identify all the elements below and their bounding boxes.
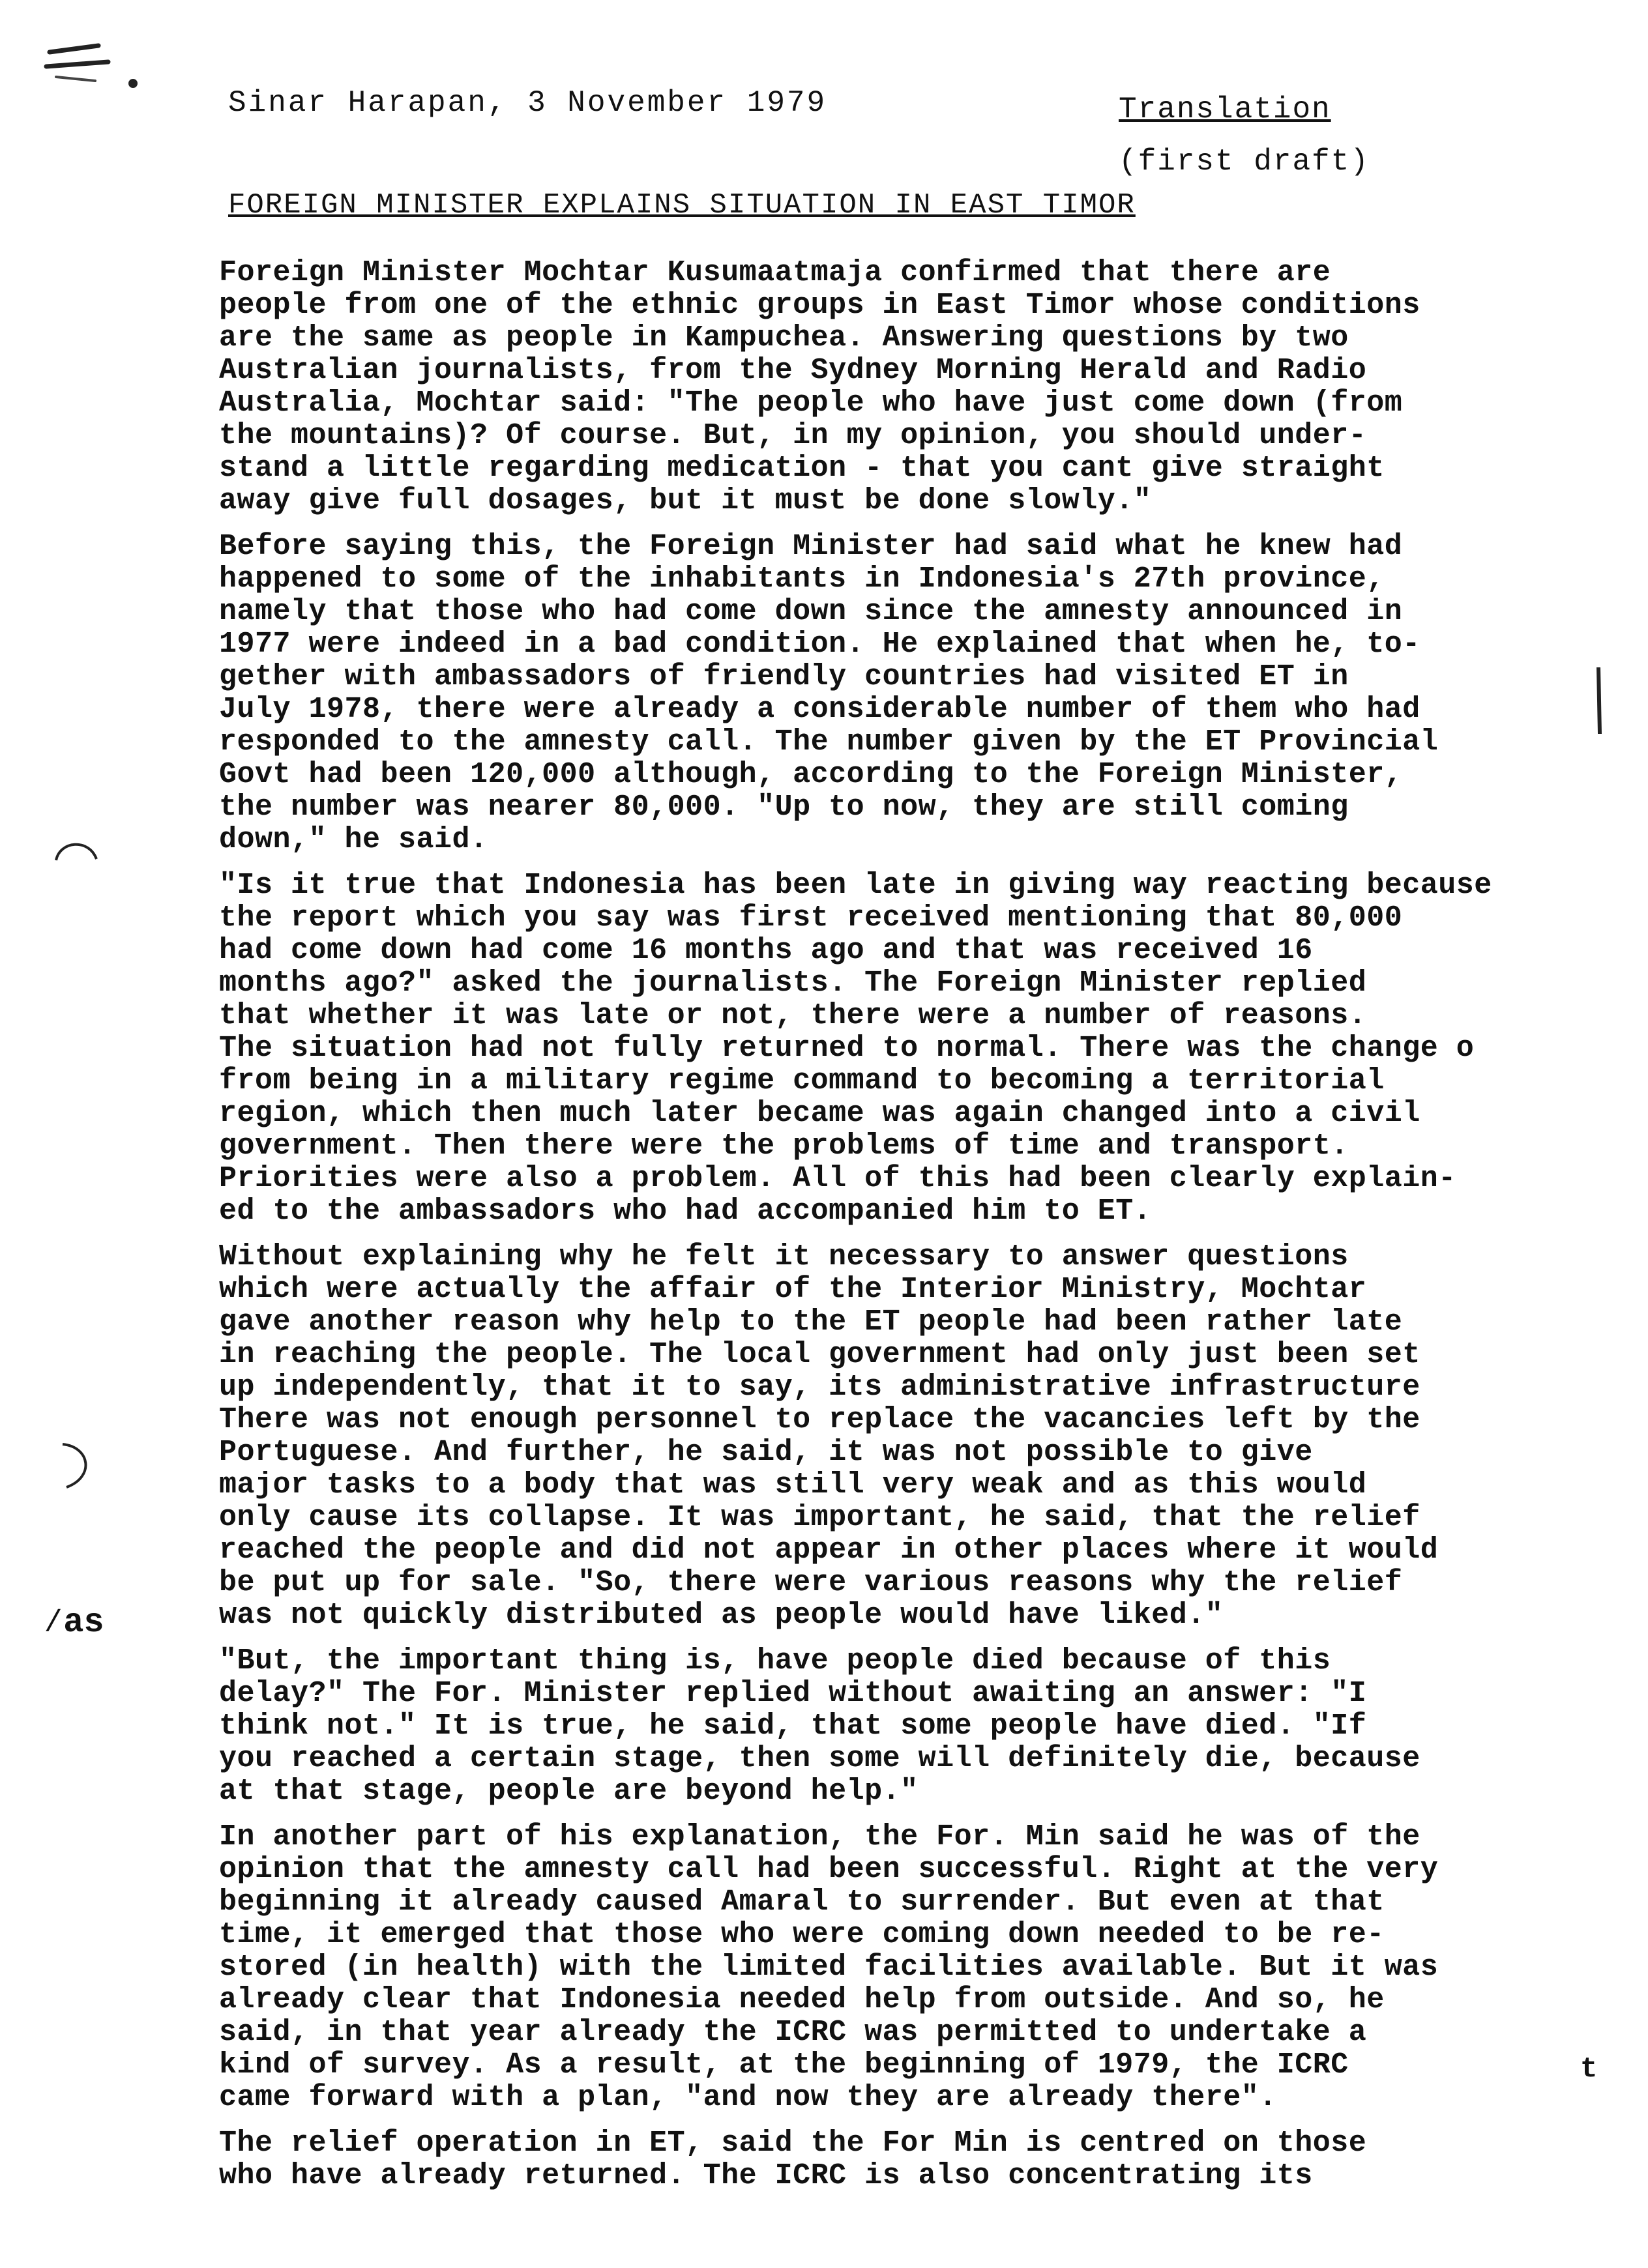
margin-bracket-open-icon xyxy=(51,834,103,886)
paragraph-1: Foreign Minister Mochtar Kusumaatmaja confirmed that there are people from one of the ethnic groups in East Timor whose conditions are the same as people in Kampuchea. Answering questions by two Australian journalists, from the Sydney Morning Herald and Radio Australia, Mochtar said: "The people who have just come down (from the mountains)? Of course. But, in my opinion, you should under- stand a little regarding medication - that you cant give straight away give full dosages, but it must be done slowly." xyxy=(219,256,1420,517)
paragraph-3: "Is it true that Indonesia has been late in giving way reacting because the report which you say was first received mentioning that 80,000 had come down had come 16 months ago and that was received 16 months ago?" asked the journalists. The Foreign Minister replied that whether it was late or not, there were a number of reasons. The situation had not fully returned to normal. There was the change o from being in a military regime command to becoming a territorial region, which then much later became was again changed into a civil government. Then there were the problems of time and transport. Priorities were also a problem. All of this had been clearly explain- ed to the ambassadors who had accompanied him to ET. xyxy=(219,869,1492,1228)
translation-label: Translation xyxy=(1119,93,1331,126)
headline: FOREIGN MINISTER EXPLAINS SITUATION IN EAST TIMOR xyxy=(228,189,1136,222)
paragraph-6: In another part of his explanation, the For. Min said he was of the opinion that the amnesty call had been successful. Right at the very beginning it already caused Amaral to surrender. But even at that time, it emerged that those who were coming down needed to be re- stored (in health) with the limited facilities available. But it was already clear that Indonesia needed help from outside. And so, he said, in that year already the ICRC was permitted to undertake a kind of survey. As a result, at the beginning of 1979, the ICRC came forward with a plan, "and now they are already there". xyxy=(219,1820,1439,2114)
source-line: Sinar Harapan, 3 November 1979 xyxy=(228,86,827,120)
margin-line-mark-icon xyxy=(1589,665,1609,736)
margin-note-insert-as: ⁄as xyxy=(43,1603,104,1642)
paragraph-2: Before saying this, the Foreign Minister had said what he knew had happened to some of the inhabitants in Indonesia's 27th province, namely that those who had come down since the amnesty announced in 1977 were indeed in a bad condition. He explained that when he, to- gether with ambassadors of friendly countries had visited ET in July 1978, there were already a considerable number of them who had responded to the amnesty call. The number given by the ET Provincial Govt had been 120,000 although, according to the Foreign Minister, the number was nearer 80,000. "Up to now, they are still coming down," he said. xyxy=(219,530,1439,856)
margin-note-tick: t xyxy=(1580,2053,1598,2086)
draft-label: (first draft) xyxy=(1119,145,1370,179)
paragraph-7: The relief operation in ET, said the For Min is centred on those who have already returned. The ICRC is also concentrating its xyxy=(219,2127,1367,2192)
paragraph-4: Without explaining why he felt it necessary to answer questions which were actually the affair of the Interior Ministry, Mochtar gave another reason why help to the ET people had been rather late in reaching the people. The local government had only just been set up independently, that it to say, its administrative infrastructure There was not enough personnel to replace the vacancies left by the Portuguese. And further, he said, it was not possible to give major tasks to a body that was still very weak and as this would only cause its collapse. It was important, he said, that the relief reached the people and did not appear in other places where it would be put up for sale. "So, there were various reasons why the relief was not quickly distributed as people would have liked." xyxy=(219,1240,1439,1632)
article-body xyxy=(219,257,1575,2205)
paragraph-5: "But, the important thing is, have people died because of this delay?" The For. Minister replied without awaiting an answer: "I think not." It is true, he said, that some people have died. "If you reached a certain stage, then some will definitely die, because at that stage, people are beyond help." xyxy=(219,1644,1420,1808)
margin-bracket-close-icon xyxy=(51,1440,103,1492)
handwritten-mark-icon xyxy=(37,26,147,98)
